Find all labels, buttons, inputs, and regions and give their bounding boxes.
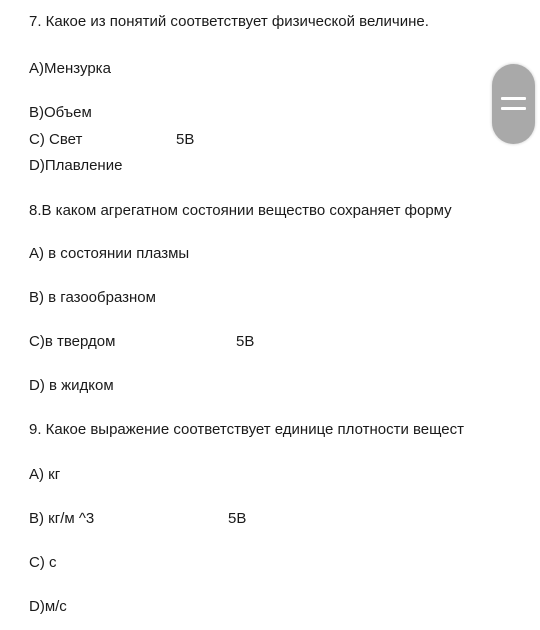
question-9-option-a: А) кг xyxy=(29,466,61,483)
question-8-option-d: D) в жидком xyxy=(29,377,114,394)
question-8-score: 5В xyxy=(236,333,255,350)
question-9-option-d: D)м/с xyxy=(29,598,67,615)
question-7-option-d: D)Плавление xyxy=(29,157,123,174)
question-9-score: 5В xyxy=(228,510,247,527)
question-8-text: 8.В каком агрегатном состоянии вещество сохраняет форму xyxy=(29,202,452,219)
question-7-text: 7. Какое из понятий соответствует физической величине. xyxy=(29,13,429,30)
question-9-text: 9. Какое выражение соответствует единице плотности вещест xyxy=(29,421,465,438)
scroll-handle[interactable] xyxy=(492,64,535,144)
question-7-option-a: А)Мензурка xyxy=(29,60,111,77)
question-8-option-a: А) в состоянии плазмы xyxy=(29,245,190,262)
question-8-option-c: С)в твердом xyxy=(29,333,116,350)
question-7-option-c: С) Свет xyxy=(29,131,83,148)
question-8-option-b: В) в газообразном xyxy=(29,289,156,306)
question-9-option-c: С) с xyxy=(29,554,57,571)
question-7-option-b: В)Объем xyxy=(29,104,92,121)
question-7-score: 5В xyxy=(176,131,195,148)
question-9-option-b: В) кг/м ^3 xyxy=(29,510,95,527)
